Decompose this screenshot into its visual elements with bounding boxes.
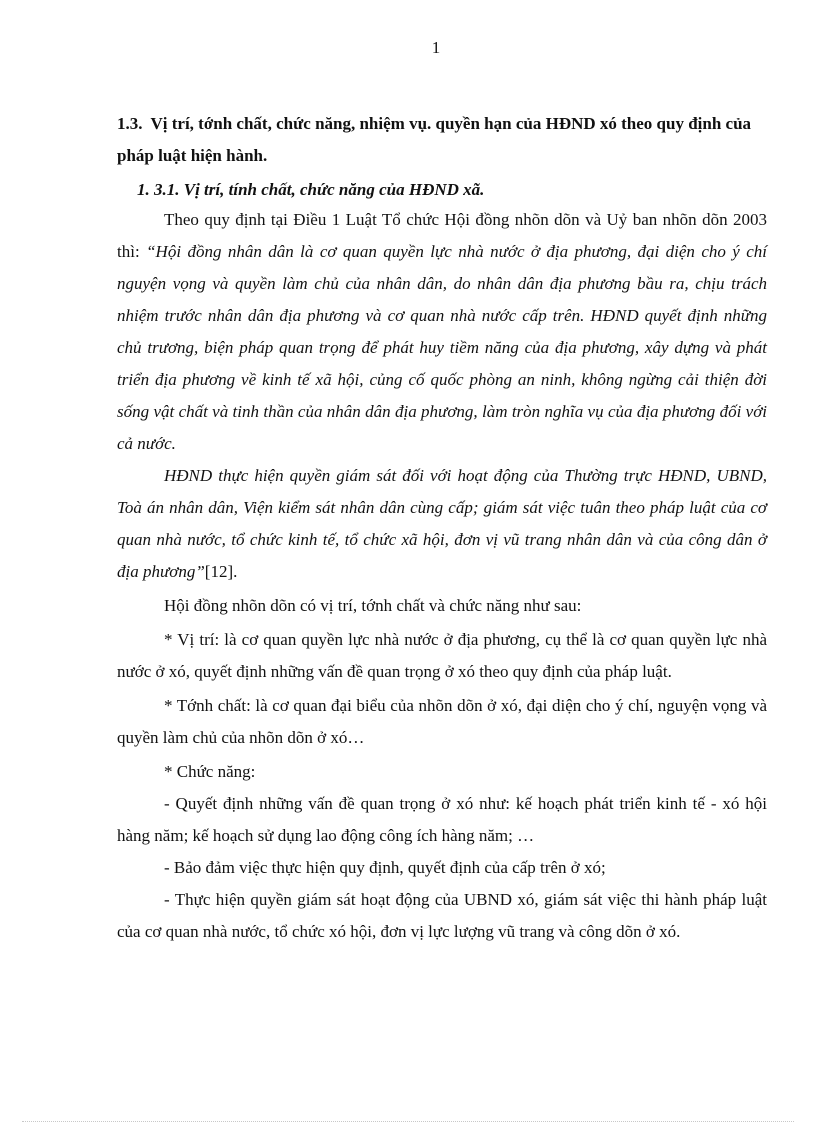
- citation-reference: [12].: [204, 562, 238, 581]
- paragraph-law-quote: [117, 204, 767, 460]
- paragraph-nature: * Tớnh chất: là cơ quan đại biểu của nhõn dõn ở xó, đại diện cho ý chí, nguyện vọng và quyền làm chủ của nhõn dõn ở xó…: [117, 696, 767, 747]
- paragraph-lead-text: Theo quy định tại Điều 1 Luật Tổ chức Hội đồng nhõn dõn và Uỷ ban nhõn dõn 2003 thì:: [117, 210, 767, 261]
- paragraph-function-supervise: - Thực hiện quyền giám sát hoạt động của UBND xó, giám sát việc thi hành pháp luật của cơ quan nhà nước, tổ chức xó hội, đơn vị lực lượng vũ trang và công dõn ở xó.: [117, 890, 767, 941]
- quoted-text: “Hội đồng nhân dân là cơ quan quyền lực nhà nước ở địa phương, đại diện cho ý chí nguyện vọng và quyền làm chủ của nhân dân, do nhân dân địa phương bầu ra, chịu trách nhiệm trước nhân dân địa phương và cơ quan nhà nước cấp trên. HĐND quyết định những chủ trương, biện pháp quan trọng để phát huy tiềm năng của địa phương, xây dựng và phát triển địa phương về kinh tế xã hội, củng cố quốc phòng an ninh, không ngừng cải thiện đời sống vật chất và tinh thần của nhân dân địa phương, làm tròn nghĩa vụ của địa phương đối với cả nước.: [117, 242, 768, 453]
- page-content: [117, 108, 767, 948]
- quoted-text-continued: HĐND thực hiện quyền giám sát đối với hoạt động của Thường trực HĐND, UBND, Toà án nhân dân, Viện kiểm sát nhân dân cùng cấp; giám sát việc tuân theo pháp luật của cơ quan nhà nước, tổ chức kinh tế, tổ chức xã hội, đơn vị vũ trang nhân dân và của công dân ở địa phương”: [117, 466, 767, 581]
- paragraph-intro-list: Hội đồng nhõn dõn có vị trí, tớnh chất và chức năng như sau:: [164, 596, 582, 615]
- paragraph-function-decide: - Quyết định những vấn đề quan trọng ở xó như: kế hoạch phát triển kinh tế - xó hội hàng năm; kế hoạch sử dụng lao động công ích hàng năm; …: [117, 794, 767, 845]
- paragraph-supervision-quote: [117, 460, 767, 588]
- page-number: 1: [431, 38, 441, 57]
- section-heading: [117, 108, 767, 172]
- subsection-heading: 1. 3.1. Vị trí, tính chất, chức năng của HĐND xã.: [137, 180, 485, 199]
- page-bottom-divider: [22, 1121, 794, 1122]
- section-heading-text: Vị trí, tớnh chất, chức năng, nhiệm vụ. quyền hạn của HĐND xó theo quy định của pháp luật hiện hành.: [117, 114, 752, 165]
- section-number: 1.3.: [117, 114, 143, 133]
- paragraph-functions-heading: * Chức năng:: [164, 762, 256, 781]
- paragraph-function-ensure: - Bảo đảm việc thực hiện quy định, quyết định của cấp trên ở xó;: [164, 858, 606, 877]
- paragraph-position: * Vị trí: là cơ quan quyền lực nhà nước ở địa phương, cụ thể là cơ quan quyền lực nhà nước ở xó, quyết định những vấn đề quan trọng ở xó theo quy định của pháp luật.: [117, 630, 767, 681]
